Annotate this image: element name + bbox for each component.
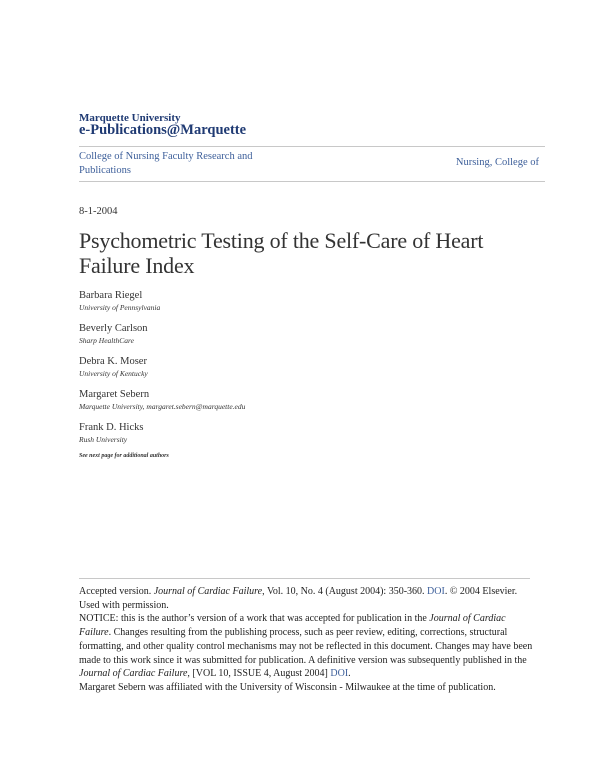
publication-date: 8-1-2004: [79, 206, 118, 217]
notice-body: . Changes resulting from the publishing process, such as peer review, editing, corrections, structural formatting, and other quality control mechanisms may not be reflected in this document. Changes may have been made to this work since it was submitted for publication. A definitive version was subsequently published in the: [79, 627, 533, 666]
author-name: Frank D. Hicks: [79, 422, 144, 433]
author-affiliation: University of Pennsylvania: [79, 303, 161, 312]
citation-details: , Vol. 10, No. 4 (August 2004): 350-360.: [262, 586, 428, 597]
author-list: [79, 289, 245, 459]
definitive-journal-name: Journal of Cardiac Failure: [79, 668, 188, 680]
author-entry: [79, 289, 245, 313]
accepted-prefix: Accepted version.: [79, 586, 154, 597]
journal-name: Journal of Cardiac Failure: [153, 586, 263, 597]
article-title: Psychometric Testing of the Self-Care of Heart Failure Index: [79, 228, 484, 278]
author-affiliation: Sharp HealthCare: [79, 336, 134, 345]
author-entry: [79, 421, 245, 445]
doi-link[interactable]: DOI: [427, 586, 445, 597]
accepted-version-paragraph: [79, 585, 539, 612]
repository-name[interactable]: e-Publications@Marquette: [79, 122, 247, 138]
affiliation-note: Margaret Sebern was affiliated with the University of Wisconsin - Milwaukee at the time of publication.: [79, 681, 496, 693]
author-affiliation: University of Kentucky: [79, 369, 148, 378]
definitive-suffix: , [VOL 10, ISSUE 4, August 2004]: [187, 668, 331, 680]
doi-link-2[interactable]: DOI: [330, 668, 349, 680]
notice-journal-name: Journal of Cardiac Failure: [79, 613, 506, 639]
notice-paragraph: [79, 612, 539, 681]
notice-divider: [79, 578, 530, 579]
collection-link[interactable]: College of Nursing Faculty Research and Publications: [79, 151, 253, 176]
author-name: Beverly Carlson: [79, 323, 148, 334]
notice-period: .: [348, 668, 351, 680]
author-name: Debra K. Moser: [79, 356, 147, 367]
notice-prefix: NOTICE: this is the author’s version of a work that was accepted for publication in the: [79, 613, 430, 625]
author-affiliation: Rush University: [79, 435, 128, 444]
author-name: Barbara Riegel: [79, 290, 143, 301]
more-authors-note: See next page for additional authors: [79, 453, 169, 459]
institution-name: Marquette University: [79, 112, 181, 124]
author-affiliation: Marquette University, margaret.sebern@marquette.edu: [79, 402, 246, 411]
header-bottom-divider: [79, 181, 545, 182]
author-entry: [79, 355, 245, 379]
author-name: Margaret Sebern: [79, 389, 150, 400]
citation-notice: [79, 585, 539, 695]
department-link[interactable]: Nursing, College of: [455, 157, 539, 168]
author-entry: [79, 322, 245, 346]
author-entry: [79, 388, 245, 412]
copyright-text: . © 2004 Elsevier. Used with permission.: [79, 586, 518, 611]
header-top-divider: [79, 146, 545, 147]
